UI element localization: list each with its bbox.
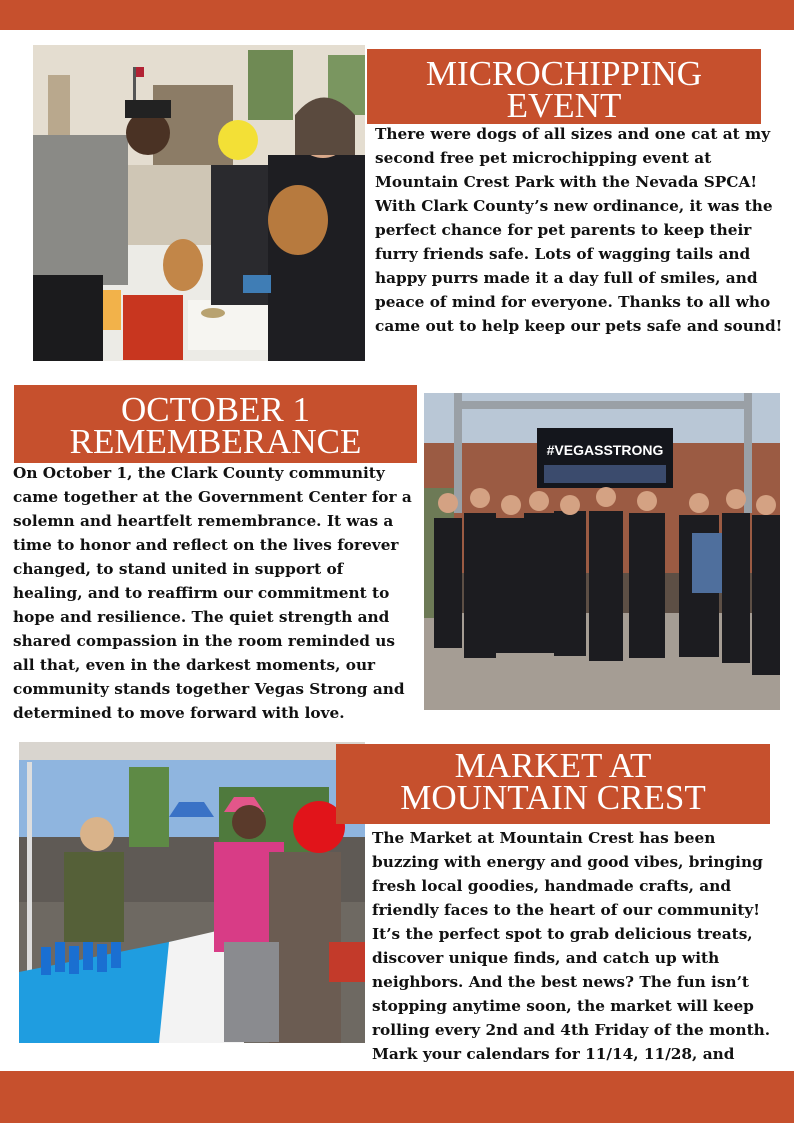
- title-line: EVENT: [506, 86, 622, 125]
- top-accent-band: [0, 0, 794, 30]
- title-line: OCTOBER 1: [121, 390, 310, 429]
- title-line: MOUNTAIN CREST: [400, 778, 706, 817]
- microchipping-body: There were dogs of all sizes and one cat at my second free pet microchipping event at Mountain Crest Park with the Nevada SPCA! With Clark County’s new ordinance, it was the perfect chance for pet parents to keep their furry friends safe. Lots of wagging tails and happy purrs made it a day full of smiles, and peace of mind for everyone. Thanks to all who came out to help keep our pets safe and sound!: [375, 125, 783, 335]
- market-body: The Market at Mountain Crest has been buzzing with energy and good vibes, bringing fresh local goodies, handmade crafts, and friendly faces to the heart of our community! It’s the perfect spot to grab delicious treats, discover unique finds, and catch up with neighbors. And the best news? The fun isn’t stopping anytime soon, the market will keep rolling every 2nd and 4th Friday of the month. Mark your calendars for 11/14, 11/28, and: [372, 829, 771, 1063]
- microchipping-event-photo: [33, 45, 365, 361]
- market-title: [336, 744, 770, 824]
- october-1-title: [14, 385, 417, 463]
- title-line: REMEMBERANCE: [69, 422, 362, 461]
- october-1-body: On October 1, the Clark County community came together at the Government Center for a solemn and heartfelt remembrance. It was a time to honor and reflect on the lives forever changed, to stand united in support of healing, and to reaffirm our commitment to hope and resilience. The quiet strength and shared compassion in the room reminded us all that, even in the darkest moments, our community stands together Vegas Strong and determined to move forward with love.: [13, 464, 412, 722]
- screen-text: #VEGASSTRONG: [546, 442, 664, 458]
- bottom-accent-band: [0, 1071, 794, 1123]
- title-line: MICROCHIPPING: [425, 54, 703, 93]
- title-line: MARKET AT: [454, 746, 652, 785]
- remembrance-photo: [424, 393, 780, 710]
- market-photo: [19, 742, 365, 1043]
- microchipping-title: [367, 49, 761, 124]
